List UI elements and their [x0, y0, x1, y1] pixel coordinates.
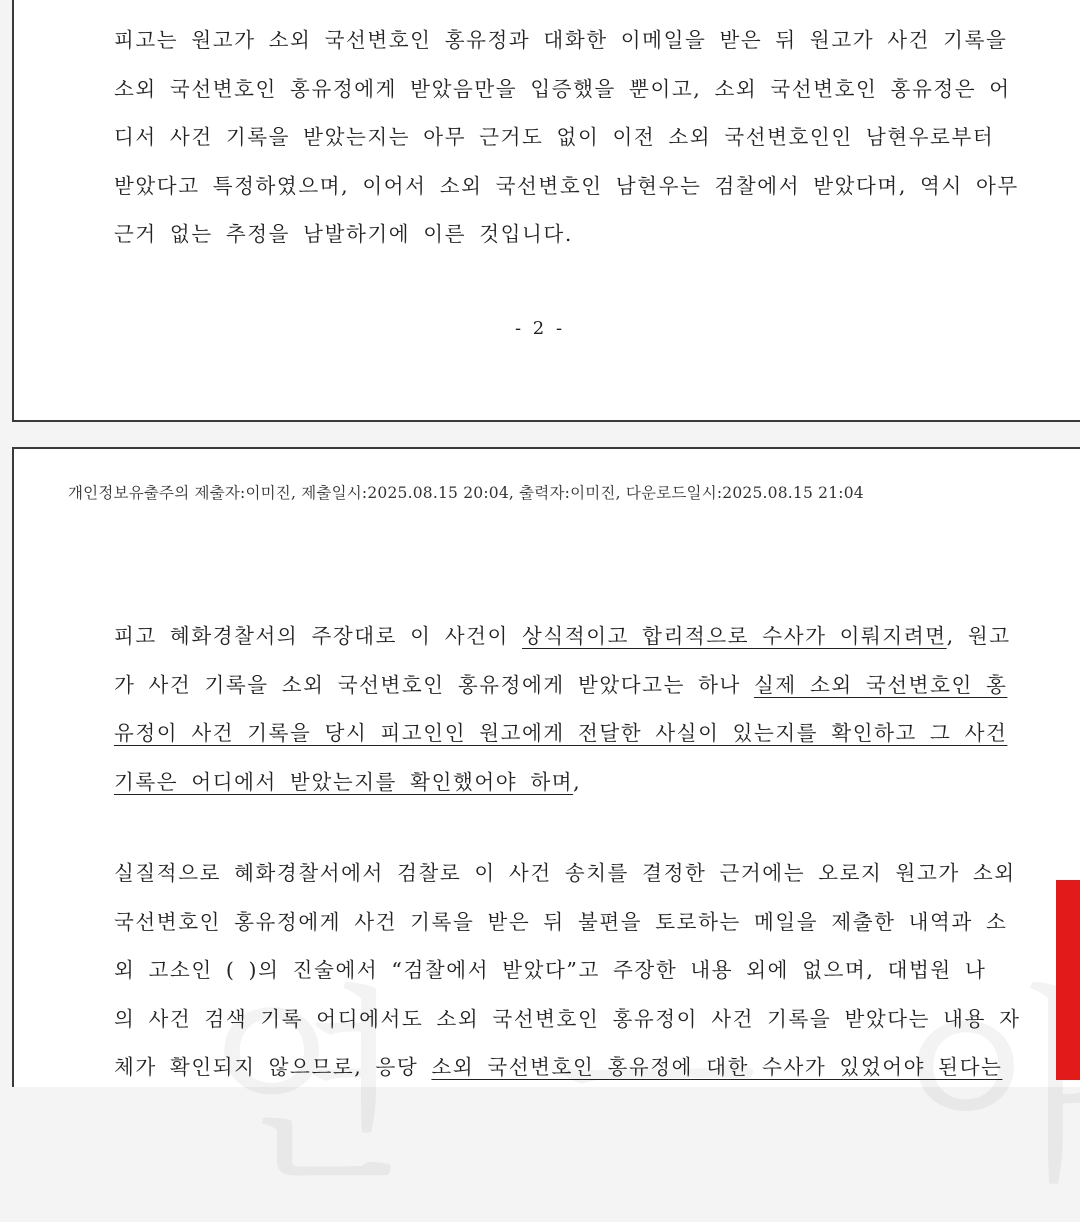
document-page-2 [12, 0, 1080, 422]
text-line: 외 고소인 ( )의 진술에서 “검찰에서 받았다”고 주장한 내용 외에 없으며, 대법원 나 [114, 958, 987, 982]
text-line [114, 612, 1011, 661]
paragraph [114, 849, 1021, 1092]
text-line: 국선변호인 홍유정에게 사건 기록을 받은 뒤 불편을 토로하는 메일을 제출한 내역과 소 [114, 909, 1008, 934]
underlined-text: 소외 국선변호인 홍유정에 대한 수사가 있었어야 된다는 [431, 1055, 1003, 1079]
text-line: 소외 국선변호인 홍유정에게 받았음만을 입증했을 뿐이고, 소외 국선변호인 홍유정은 어 [114, 76, 1011, 101]
text-line [114, 1043, 1004, 1092]
page-number: - 2 - [514, 318, 566, 339]
paragraph [114, 612, 1011, 806]
underlined-text: 유정이 사건 기록을 당시 피고인인 원고에게 전달한 사실이 있는지를 확인하고 그 사건 [114, 721, 1008, 745]
text-segment: , 원고 [946, 624, 1011, 648]
text-line: 받았다고 특정하였으며, 이어서 소외 국선변호인 남현우는 검찰에서 받았다며, 역시 아무 [114, 173, 1019, 198]
text-segment: 피고 혜화경찰서의 주장대로 이 사건이 [114, 624, 523, 648]
text-line: 디서 사건 기록을 받았는지는 아무 근거도 없이 이전 소외 국선변호인인 남현우로부터 [114, 125, 995, 149]
document-page-3 [12, 447, 1080, 1087]
text-segment: 가 사건 기록을 소외 국선변호인 홍유정에게 받았다고는 하나 [114, 672, 755, 697]
text-line: 근거 없는 추정을 남발하기에 이른 것입니다. [114, 222, 573, 246]
text-segment: , [573, 769, 582, 794]
text-line: 피고는 원고가 소외 국선변호인 홍유정과 대화한 이메일을 받은 뒤 원고가 사건 기록을 [114, 28, 1008, 52]
text-line: 의 사건 검색 기록 어디에서도 소외 국선변호인 홍유정이 사건 기록을 받았다는 내용 자 [114, 1006, 1021, 1031]
text-line [114, 709, 1008, 758]
text-line [114, 661, 1008, 710]
underlined-text: 기록은 어디에서 받았는지를 확인했어야 하며 [114, 769, 574, 794]
paragraph [114, 16, 1019, 259]
side-tab[interactable] [1056, 880, 1080, 1080]
underlined-text: 상식적이고 합리적으로 수사가 이뤄지려면 [522, 624, 947, 648]
underlined-text: 실제 소외 국선변호인 홍 [754, 672, 1008, 697]
text-line: 실질적으로 혜화경찰서에서 검찰로 이 사건 송치를 결정한 근거에는 오로지 원고가 소외 [114, 861, 1016, 885]
text-line [114, 758, 1004, 807]
text-segment: 체가 확인되지 않으므로, 응당 [114, 1055, 432, 1079]
page-header-info: 개인정보유출주의 제출자:이미진, 제출일시:2025.08.15 20:04, 출력자:이미진, 다운로드일시:2025.08.15 21:04 [68, 484, 864, 502]
